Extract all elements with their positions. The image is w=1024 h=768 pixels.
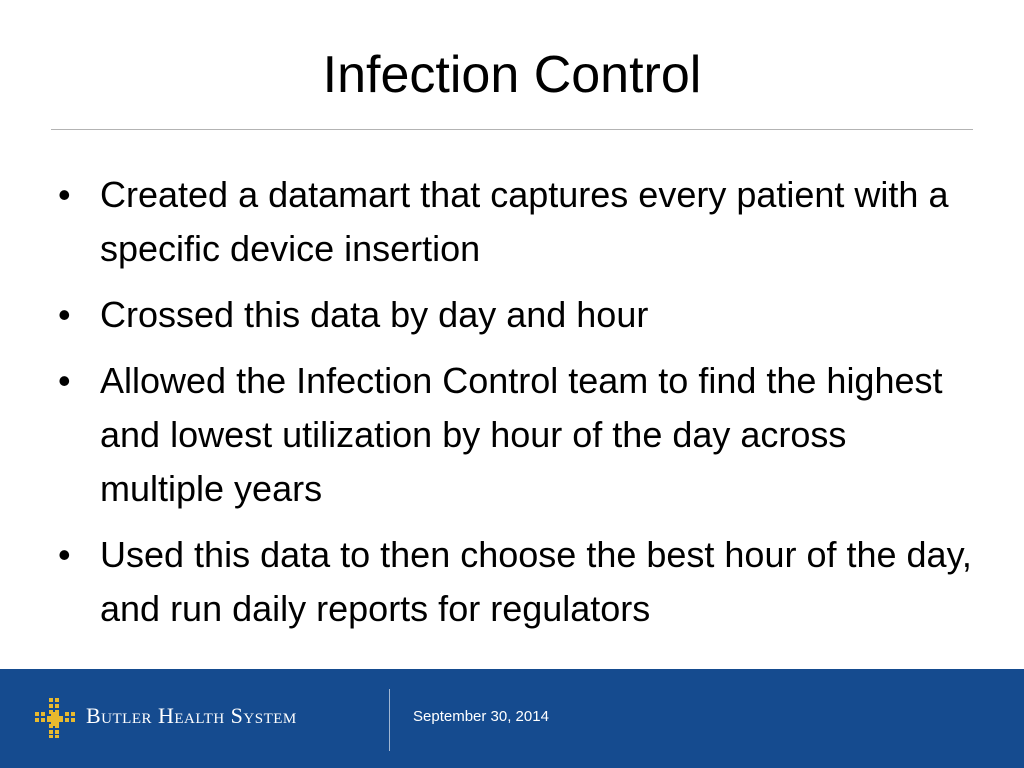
title-divider xyxy=(51,129,973,130)
footer-date: September 30, 2014 xyxy=(413,708,549,725)
bullet-item xyxy=(54,354,974,516)
organization-name: Butler Health System xyxy=(86,703,297,728)
footer-bar xyxy=(0,669,1024,768)
footer-divider xyxy=(389,689,390,751)
bullet-item xyxy=(54,528,974,636)
bullet-icon: • xyxy=(58,534,71,575)
bullet-text: Created a datamart that captures every patient with a specific device insertion xyxy=(100,174,949,269)
bullet-list xyxy=(54,168,974,648)
bullet-item xyxy=(54,168,974,276)
bullet-text: Allowed the Infection Control team to find the highest and lowest utilization by hour of the day across multiple years xyxy=(100,360,943,509)
bullet-text: Used this data to then choose the best hour of the day, and run daily reports for regulators xyxy=(100,534,972,629)
cross-logo-icon xyxy=(34,697,76,739)
slide-title: Infection Control xyxy=(322,46,702,104)
bullet-text: Crossed this data by day and hour xyxy=(100,294,649,335)
bullet-icon: • xyxy=(58,360,71,401)
bullet-item xyxy=(54,288,974,342)
bullet-icon: • xyxy=(58,174,71,215)
bullet-icon: • xyxy=(58,294,71,335)
